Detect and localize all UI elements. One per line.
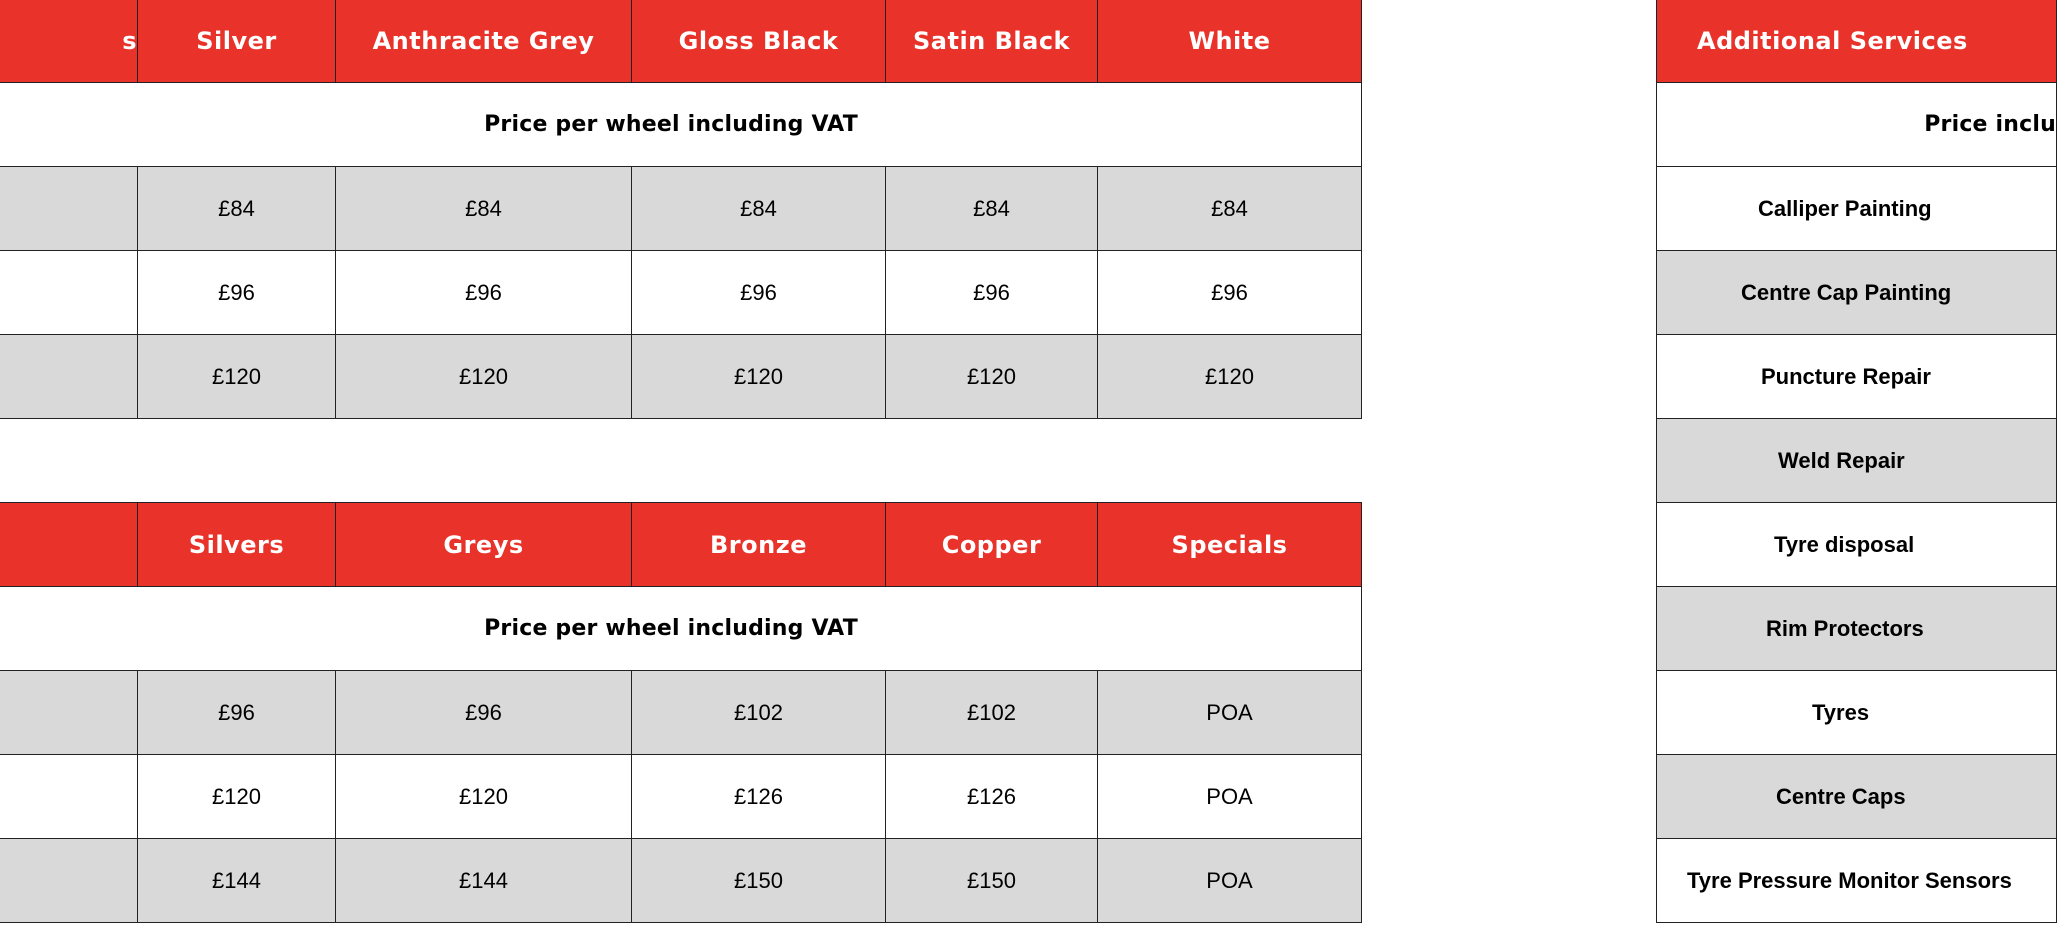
services-clip: [1656, 0, 2056, 934]
table2-header-first: [0, 503, 138, 587]
table-cell: £84: [886, 167, 1098, 251]
table2-header-bronze: Bronze: [632, 503, 886, 587]
table-cell: £120: [138, 335, 336, 419]
table1-header-satin-black: Satin Black: [886, 0, 1098, 83]
service-rim-protectors: Rim Protectors: [1657, 587, 2057, 671]
table2-header-silvers: Silvers: [138, 503, 336, 587]
table1-row1-label: [0, 167, 138, 251]
table-cell: £120: [336, 755, 632, 839]
table-cell: £126: [632, 755, 886, 839]
table-row: [0, 671, 1362, 755]
table1-subheader: Price per wheel including VAT: [0, 83, 1362, 167]
table-row: [0, 335, 1362, 419]
table-cell: £96: [138, 671, 336, 755]
list-item: [1657, 587, 2057, 671]
services-header: Additional Services: [1657, 0, 2057, 83]
list-item: [1657, 419, 2057, 503]
table-cell: £84: [632, 167, 886, 251]
table-cell: £120: [632, 335, 886, 419]
service-centre-cap-painting: Centre Cap Painting: [1657, 251, 2057, 335]
service-centre-caps: Centre Caps: [1657, 755, 2057, 839]
table-cell: POA: [1098, 671, 1362, 755]
table1-header-gloss-black: Gloss Black: [632, 0, 886, 83]
list-item: [1657, 251, 2057, 335]
table-cell: POA: [1098, 839, 1362, 923]
table-cell: £120: [336, 335, 632, 419]
service-tyres: Tyres: [1657, 671, 2057, 755]
finish-price-table-standard: [0, 0, 1362, 419]
list-item: [1657, 335, 2057, 419]
table1-row3-label: [0, 335, 138, 419]
table-cell: £84: [1098, 167, 1362, 251]
table-row: [0, 251, 1362, 335]
table2-row1-label: [0, 671, 138, 755]
table-cell: £102: [632, 671, 886, 755]
table-cell: £120: [886, 335, 1098, 419]
table-cell: £96: [886, 251, 1098, 335]
table-cell: £96: [336, 251, 632, 335]
table1-header-anthracite-grey: Anthracite Grey: [336, 0, 632, 83]
additional-services-table: [1656, 0, 2057, 923]
list-item: [1657, 755, 2057, 839]
table2-subheader: Price per wheel including VAT: [0, 587, 1362, 671]
table-cell: £84: [336, 167, 632, 251]
list-item: [1657, 167, 2057, 251]
table-cell: £126: [886, 755, 1098, 839]
table-cell: £102: [886, 671, 1098, 755]
services-subheader: Price inclu: [1657, 83, 2057, 167]
table2-row2-label: [0, 755, 138, 839]
table-row: [0, 839, 1362, 923]
table-cell: £96: [336, 671, 632, 755]
list-item: [1657, 671, 2057, 755]
table1-header-silver: Silver: [138, 0, 336, 83]
table-cell: £144: [336, 839, 632, 923]
table-row: [0, 167, 1362, 251]
table2-header-specials: Specials: [1098, 503, 1362, 587]
finish-price-table-premium: [0, 502, 1362, 923]
list-item: [1657, 503, 2057, 587]
table-cell: £150: [632, 839, 886, 923]
service-calliper-painting: Calliper Painting: [1657, 167, 2057, 251]
table2-header-copper: Copper: [886, 503, 1098, 587]
table-cell: £96: [1098, 251, 1362, 335]
table-cell: £96: [138, 251, 336, 335]
table2-header-greys: Greys: [336, 503, 632, 587]
table-cell: £96: [632, 251, 886, 335]
service-puncture-repair: Puncture Repair: [1657, 335, 2057, 419]
table-row: [0, 755, 1362, 839]
table-cell: £84: [138, 167, 336, 251]
table-cell: £144: [138, 839, 336, 923]
table-cell: POA: [1098, 755, 1362, 839]
table1-header-first: s: [0, 0, 138, 83]
table2-row3-label: [0, 839, 138, 923]
service-weld-repair: Weld Repair: [1657, 419, 2057, 503]
table1-row2-label: [0, 251, 138, 335]
table-cell: £150: [886, 839, 1098, 923]
table-cell: £120: [1098, 335, 1362, 419]
service-tyre-disposal: Tyre disposal: [1657, 503, 2057, 587]
table-cell: £120: [138, 755, 336, 839]
list-item: [1657, 839, 2057, 923]
table1-header-white: White: [1098, 0, 1362, 83]
service-tyre-pressure-monitor-sensors: Tyre Pressure Monitor Sensors: [1657, 839, 2057, 923]
